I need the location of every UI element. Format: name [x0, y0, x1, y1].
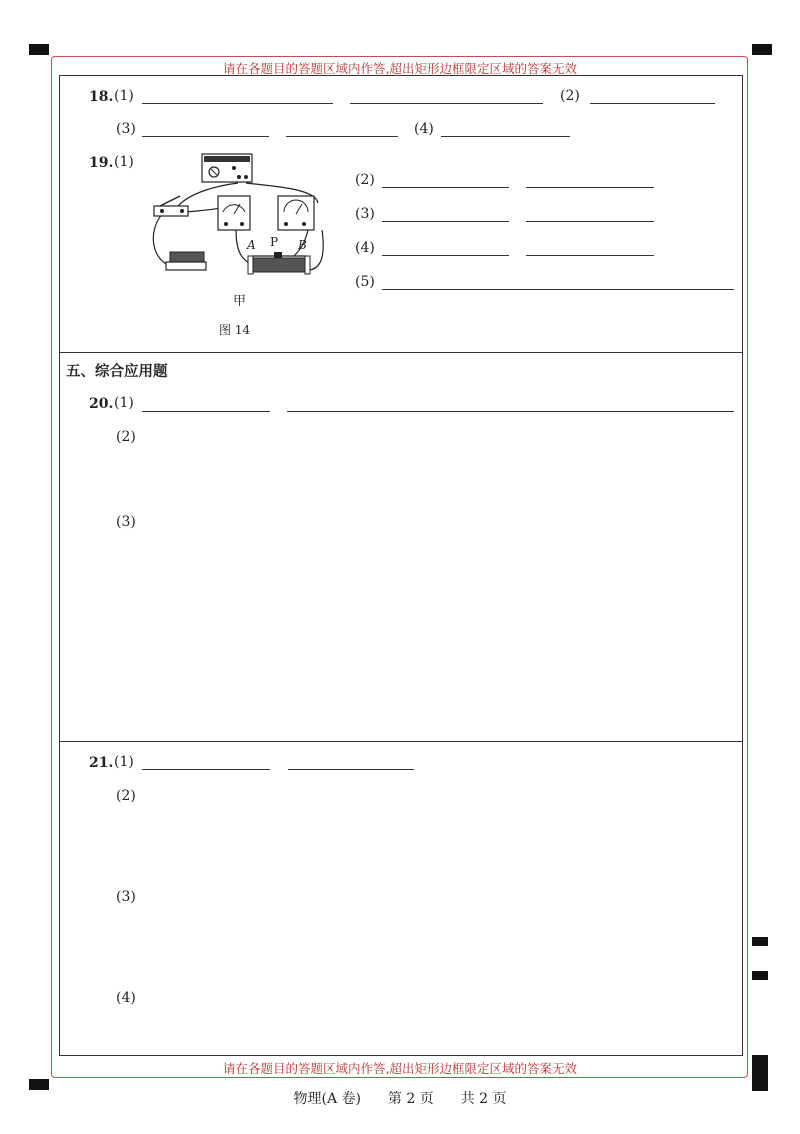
divider-q20-q21 [59, 741, 743, 742]
q19-number: 19. [89, 155, 114, 171]
q21-part2-label: (2) [116, 788, 136, 804]
footer-total: 共 2 页 [460, 1091, 507, 1107]
q20-part3-label: (3) [116, 514, 136, 530]
power-supply [202, 154, 252, 182]
q19-part3-blank-a[interactable] [382, 221, 509, 222]
q18-part4-blank[interactable] [441, 136, 570, 137]
rheostat-label-p: P [270, 235, 279, 249]
registration-mark-top-right [752, 44, 772, 55]
q19-part2-blank-a[interactable] [382, 187, 509, 188]
ammeter [218, 196, 250, 230]
resistor-base [166, 252, 206, 270]
q18-part2-label: (2) [560, 88, 580, 104]
q18-part1-blank-a[interactable] [142, 103, 333, 104]
rheostat [248, 252, 310, 274]
q19-part2-blank-b[interactable] [526, 187, 654, 188]
q20-number: 20. [89, 396, 114, 412]
q18-part3-blank-a[interactable] [142, 136, 269, 137]
q21-part1-blank-a[interactable] [142, 769, 270, 770]
figure-sublabel: 甲 [233, 294, 247, 309]
q19-part3-label: (3) [355, 206, 375, 222]
wire-voltmeter-to-b [310, 230, 323, 270]
header-warning: 请在各题目的答题区域内作答,超出矩形边框限定区域的答案无效 [223, 61, 577, 76]
q21-part1-blank-b[interactable] [288, 769, 414, 770]
wire-switch-to-base [153, 212, 170, 266]
q19-part5-label: (5) [355, 274, 375, 290]
q18-number: 18. [89, 89, 114, 105]
q20-part1-label: (1) [114, 395, 134, 411]
voltmeter [278, 196, 314, 230]
registration-mark-right-1 [752, 937, 768, 946]
q19-part4-label: (4) [355, 240, 375, 256]
q21-part1-label: (1) [114, 754, 134, 770]
figure-caption: 图 14 [219, 323, 251, 337]
q21-part3-label: (3) [116, 889, 136, 905]
section5-title: 五、综合应用题 [66, 364, 168, 380]
footer-subject: 物理(A 卷) [293, 1091, 362, 1107]
q18-part3-label: (3) [116, 121, 136, 137]
registration-mark-top-left [29, 44, 49, 55]
q19-part2-label: (2) [355, 172, 375, 188]
footer-page: 第 2 页 [387, 1091, 434, 1107]
divider-q19-section5 [59, 352, 743, 353]
q19-part5-blank[interactable] [382, 289, 734, 290]
q18-part4-label: (4) [414, 121, 434, 137]
q18-part1-blank-b[interactable] [350, 103, 543, 104]
q19-part4-blank-a[interactable] [382, 255, 509, 256]
registration-mark-right-2 [752, 971, 768, 980]
q18-part3-blank-b[interactable] [286, 136, 398, 137]
q19-part4-blank-b[interactable] [526, 255, 654, 256]
rheostat-label-a: A [247, 238, 256, 252]
page-footer [0, 1088, 800, 1108]
q18-part2-blank[interactable] [590, 103, 715, 104]
q18-part1-label: (1) [114, 88, 134, 104]
q19-part3-blank-b[interactable] [526, 221, 654, 222]
q20-part1-blank-b[interactable] [287, 411, 734, 412]
switch [154, 196, 188, 216]
q20-part2-label: (2) [116, 429, 136, 445]
footer-warning: 请在各题目的答题区域内作答,超出矩形边框限定区域的答案无效 [223, 1061, 577, 1076]
q21-number: 21. [89, 755, 114, 771]
q21-part4-label: (4) [116, 990, 136, 1006]
q19-part1-label: (1) [114, 154, 134, 170]
rheostat-label-b: B [298, 238, 307, 252]
q20-part1-blank-a[interactable] [142, 411, 270, 412]
circuit-diagram-figure [140, 148, 350, 298]
